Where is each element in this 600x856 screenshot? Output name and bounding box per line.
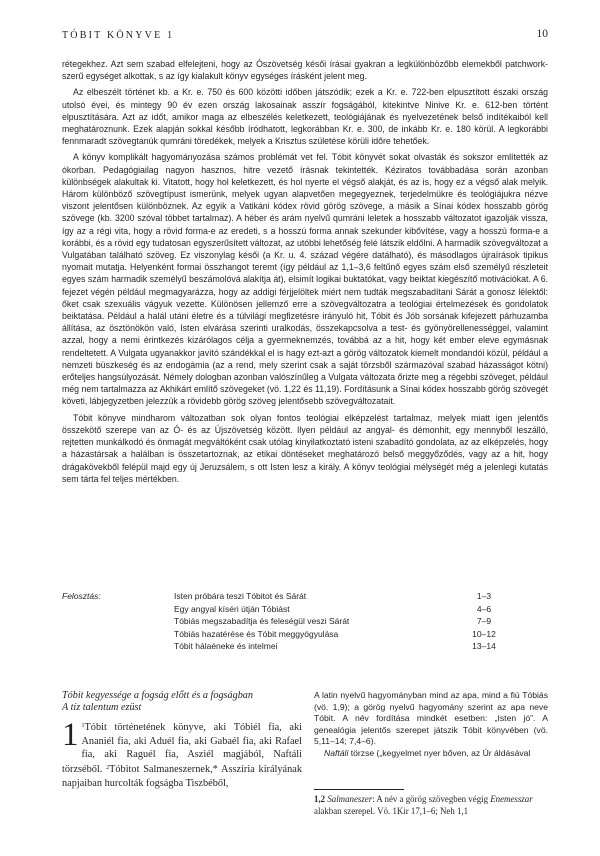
footnote-term: Salmaneszer — [327, 794, 373, 804]
note-paragraph: A latin nyelvű hagyományban mind az apa, mind a fiú Tóbiás (vö. 1,9); a görög nyelvű hagyomány szerint az apa neve Tóbit. A név fordítása mindkét esetben: „Isten jó”. A genealógia jelentős szerepet játszik Tóbit könyvében (vö. 5,11–14; 7,4–6). — [314, 690, 548, 747]
intro-paragraph: rétegekhez. Azt sem szabad elfelejteni, hogy az Ószövetség késői írásai gyakran a legkülönbözőbb elemekből patchwork-szerű egységet alkottak, s az így kialakult könyv egységes írásként jelent meg. — [62, 59, 548, 82]
outline-ref: 10–12 — [472, 628, 496, 639]
outline-title: Tóbiás megszabadítja és feleségül veszi Sárát — [174, 616, 350, 626]
outline-title: Isten próbára teszi Tóbitot és Sárát — [174, 591, 307, 601]
note-text: törzse („kegyelmet nyer bőven, az Úr áldásával — [348, 747, 531, 758]
outline-ref: 13–14 — [472, 641, 496, 651]
outline-row — [174, 628, 504, 641]
outline-row — [174, 640, 504, 653]
outline-row — [174, 590, 504, 603]
scripture-text — [62, 717, 302, 791]
intro-paragraph: Tóbit könyve mindharom változatban sok olyan fontos teológiai elképzelést tartalmaz, melyek miatt igen jelentős összekötő szerepe van az Ó- és az Újszövetség között. Ilyen például az angyal- és démonhit, egy mennyből leszálló, rejtetten munkálkodó és önmagát megváltóként csak utólag kinyilatkoztató isteni szabadító gondolata, az az elképzelés, hogy a házastársak a halálban is összetartoznak, az etikai döntéseket meghatározó belső meggyőződés, vagy az a hit, hogy drágakövekből felépül majd egy új Jeruzsálem, s ott Isten lesz a király. A könyv teológiai mélységét még a jelenlegi kutatás sem tárta fel teljes mértékben. — [62, 412, 548, 484]
verse-number: 2 — [106, 765, 110, 772]
intro-paragraph: Az elbeszélt történet kb. a Kr. e. 750 és 600 közötti időben játszódik; ezek a Kr. e. 722-ben elpusztított északi ország utolsó évei, és mintegy 90 év ezen ország lakosainak asszír fogságából, kitekintve Ninive Kr. e. 612-ben történt elpusztítására. Azt az időt, amikor maga az elbeszélés keletkezett, teológiájának és nyelvezetének belső indítékaiból kell meghatároznunk. Ezek alapján sokkal később íródhatott, legkorábban Kr. e. 300, de inkább Kr. e. 180 körül. A legkorábbi fennmaradt szövegtanúk qumráni töredékek, melyek a Krisztus születése körüli időre tehetőek. — [62, 87, 548, 147]
verse-number: 1 — [81, 723, 85, 729]
section-heading — [62, 690, 302, 714]
outline-label: Felosztás: — [62, 591, 101, 601]
footnote-divider — [314, 789, 404, 790]
intro-paragraph: A könyv komplikált hagyományozása számos problémát vet fel. Tóbit könyvét sokat olvasták és sokszor említették az ókorban. Pedagógiailag nagyon hasznos, hitre vezető írásnak tekintették. Kéziratos továbbadása során azonban különbségek alakultak ki. Vitatott, hogy hol keletkezett, és hol nyerte el végső alakját, és az is, hogy ez a végső alak melyik. Három különböző szövegtípust ismerünk, melyek ugyan alapvetően megegyeznek, terjedelmükre és teológiájukra nézve viszont jelentősen különböznek. Az egyik a Vatikáni kódex rövid görög szövege, a másik a Sínai kódex hosszabb görög szövege (kb. 3200 szóval többet tartalmaz). A héber és arám nyelvű qumráni leletek a hosszabb változatot igazolják vissza, így az a régi vita, hogy a rövid forma-e az eredeti, s a hosszú forma annak szekunder kibővítése, vagy a hosszú forma-e a korábbi, és a rövid egy tudatosan egyszerűsített változat, az utóbbi lehetőség felé látszik eldőlni. A harmadik szövegváltozat a Vulgatában található szöveg. Ez viszonylag késői (a Kr. u. 4. század végére datálható), és másodlagos újraírások tipikus nyomait mutatja. Helyenként formai összhangot teremt (így például az 1,1–3,6 feltűnő egyes szám első személyű részleteit egyes szám harmadik személyű beszámolóvá alakítja át), elsimít logikai buktatókat, vagy beiktat kiegészítő motivációkat. A 6. fejezet végén például megmagyarázza, hogy az addigi férjjelöltek miért nem tudták megszabadítani Sárát a gonosz lélektől: őket csak szexuális vágyuk vezette. Különösen jellemző erre a szövegváltozatra a teológiai értelmezések és gondolatok beiktatása. Például a halál utáni életre és a túlvilági megfizetésre irányuló hit, Tóbit és Jób sorsának kifejezett párhuzamba állítása, az ösztönökön való, Isten elvárása szerinti uralkodás, összekapcsolva a test- és gyönyörellenességgel, valamint azzal, hogy a nemi érintkezés kizárólagos célja a gyermeknemzés, továbbá az a hit, hogy két ember eleve egymásnak rendeltetett. A Vulgata ugyanakkor javító szándékkal el is hagy ezt-azt a görög változatok kiemelt mondandói közül, például a nemzeti büszkeség és az endogámia (az a rend, mely szerint csak a saját törzsből származóval szabad házasságot kötni) erőteljes hangsúlyozását. Némely dologban azonban valószínűleg a Vulgata változata őrizte meg a régebbi szöveget, például még nem tartalmazza az Akhikárt említő szövegeket (vö. 1,22 és 11,19). Fordításunk a Sínai kódex hosszabb görög szövegét követi, lábjegyzetben jelezzük a rövidebb görög szöveg jelentősebb szövegváltozatait. — [62, 152, 548, 407]
footnote-text: alakban szerepel. Vö. 1Kir 17,1–6; Neh 1,1 — [314, 805, 469, 816]
footnote-term: Enemesszar — [490, 794, 533, 804]
footnote — [314, 794, 548, 818]
book-title: TÓBIT KÖNYVE 1 — [62, 30, 175, 41]
outline-ref: 7–9 — [476, 616, 492, 626]
outline-row — [174, 615, 504, 628]
footnote-text: : A név a görög szövegben végig — [372, 794, 491, 804]
commentary-notes — [314, 690, 548, 760]
section-subtitle: A tíz talentum ezüst — [62, 702, 142, 713]
page-number: 10 — [536, 28, 548, 40]
verse-text: Tóbitot Salmaneszernek,* Asszíria királyának napjaiban hurcolták fogságba Tiszbéből, — [62, 764, 302, 789]
outline-title: Tóbit hálaéneke és intelmei — [174, 641, 278, 651]
outline-title: Tóbiás hazatérése és Tóbit meggyógyulása — [174, 628, 339, 639]
section-title: Tóbit kegyessége a fogság előtt és a fogságban — [62, 690, 253, 701]
outline-title: Egy angyal kíséri útján Tóbiást — [174, 603, 290, 614]
running-head — [62, 30, 548, 44]
verse-text: Tóbit történetének könyve, aki Tóbiél fia, aki Ananiél fia, aki Aduél fia, aki Gabaél fia, aki Rafael fia, aki Raguél fia, Asziél magjából, Naftáli törzséből. — [62, 722, 302, 776]
outline-ref: 1–3 — [476, 591, 492, 601]
footnote-ref: 1,2 — [314, 794, 326, 804]
outline-row — [174, 603, 504, 616]
chapter-number: 1 — [62, 717, 79, 753]
note-paragraph — [314, 748, 548, 760]
note-emphasis: Naftáli — [324, 747, 349, 758]
outline-ref: 4–6 — [476, 603, 492, 614]
introduction-text — [62, 58, 548, 489]
